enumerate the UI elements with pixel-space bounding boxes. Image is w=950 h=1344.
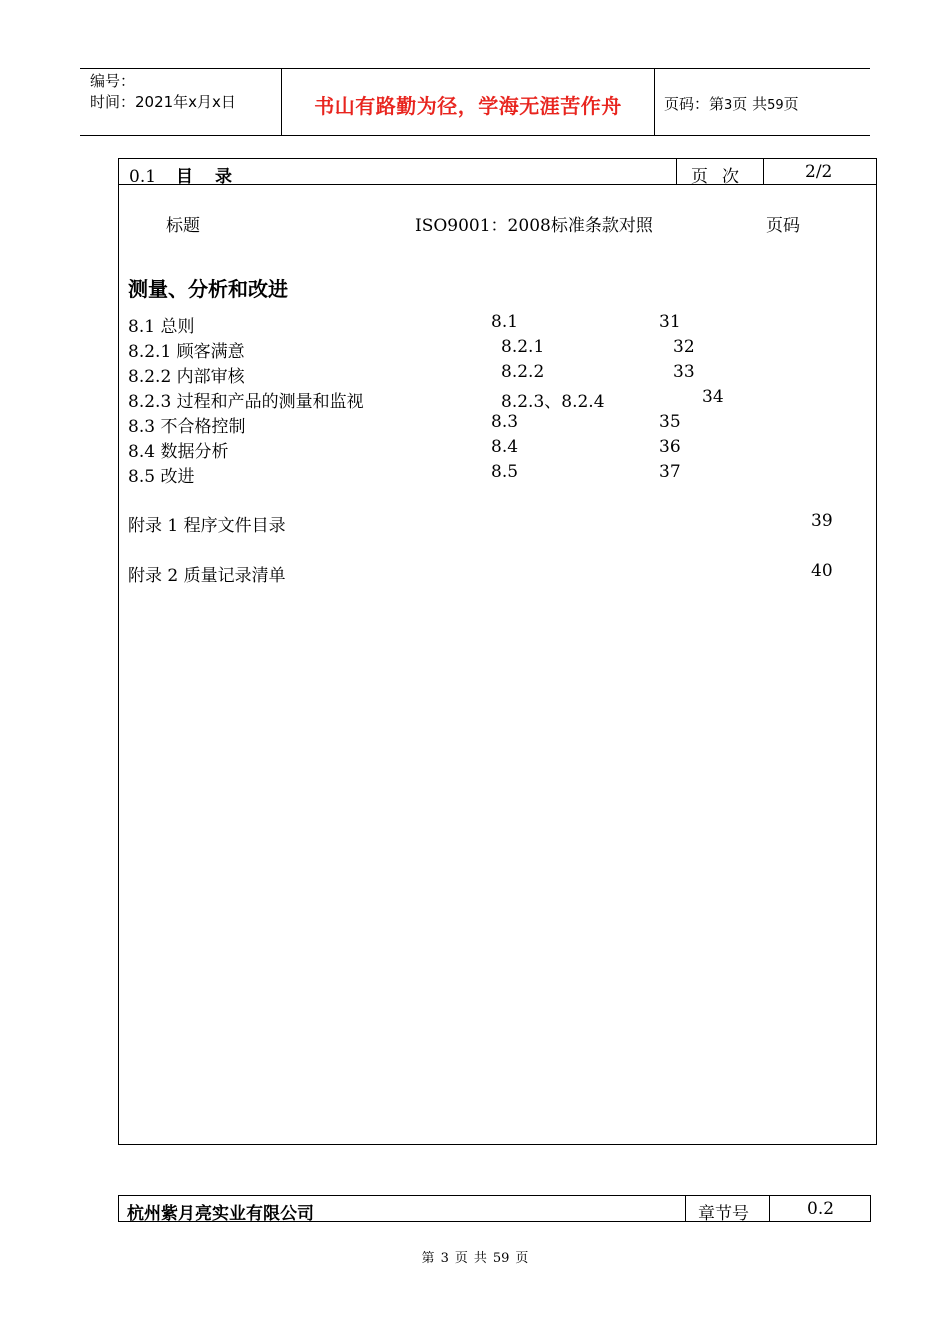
footer-total: 59	[492, 1251, 510, 1266]
divider	[685, 1196, 686, 1221]
toc-row-clause: 8.5	[491, 462, 519, 482]
toc-row-title: 8.5 改进	[128, 467, 195, 487]
toc-row-title: 8.2.3 过程和产品的测量和监视	[128, 392, 364, 412]
toc-row-page: 33	[673, 362, 695, 382]
toc-box	[118, 158, 877, 1145]
section-number: 0.1	[129, 167, 157, 187]
time-label: 时间：2021年x月x日	[90, 93, 236, 111]
page-number: 3	[724, 98, 733, 113]
chapter-label: 章节号	[698, 1204, 749, 1224]
toc-row-clause: 8.3	[491, 412, 519, 432]
page-prefix: 页码：第	[664, 95, 725, 113]
chapter-value: 0.2	[807, 1199, 835, 1219]
page-suffix: 页	[783, 95, 799, 113]
footer-page-num: 3	[440, 1251, 449, 1266]
footer-ye2: 页	[515, 1251, 529, 1266]
divider	[676, 159, 677, 184]
toc-row-title: 8.3 不合格控制	[128, 417, 246, 437]
toc-row-page: 37	[659, 462, 681, 482]
toc-row-clause: 8.1	[491, 312, 519, 332]
toc-row-clause: 8.2.3、8.2.4	[501, 392, 605, 412]
appendix-title: 附录 2 质量记录清单	[128, 566, 286, 586]
footer-ye: 页	[454, 1251, 468, 1266]
toc-row-title: 8.2.1 顾客满意	[128, 342, 245, 362]
chapter-heading: 测量、分析和改进	[128, 277, 288, 301]
toc-row-clause: 8.4	[491, 437, 519, 457]
page-col-label: 页次	[691, 167, 753, 187]
footer-table	[118, 1195, 871, 1222]
toc-title-bar	[119, 159, 876, 185]
toc-row-page: 35	[659, 412, 681, 432]
motto: 书山有路勤为径，学海无涯苦作舟	[314, 94, 622, 118]
page-col-value: 2/2	[805, 162, 833, 182]
header-page-info	[664, 93, 799, 114]
col-iso-header: ISO9001：2008标准条款对照	[415, 216, 653, 236]
toc-row-clause: 8.2.1	[501, 337, 545, 357]
header-meta	[90, 71, 236, 113]
toc-row-title: 8.1 总则	[128, 317, 195, 337]
toc-row-page: 34	[702, 387, 724, 407]
toc-row-title: 8.4 数据分析	[128, 442, 229, 462]
appendix-page: 40	[811, 561, 833, 581]
divider	[763, 159, 764, 184]
page-total: 59	[767, 98, 784, 113]
code-label: 编号：	[90, 72, 136, 90]
section-title: 目录	[176, 167, 255, 187]
page-footer	[0, 1247, 950, 1266]
footer-gong: 共	[473, 1251, 487, 1266]
toc-row-page: 31	[659, 312, 681, 332]
appendix-page: 39	[811, 511, 833, 531]
page-header	[80, 68, 870, 136]
toc-title	[129, 162, 254, 187]
col-title-header: 标题	[166, 216, 200, 236]
toc-row-clause: 8.2.2	[501, 362, 545, 382]
footer-di: 第	[421, 1251, 435, 1266]
toc-row-page: 36	[659, 437, 681, 457]
col-page-header: 页码	[766, 216, 800, 236]
divider	[654, 69, 655, 135]
appendix-title: 附录 1 程序文件目录	[128, 516, 286, 536]
divider	[769, 1196, 770, 1221]
toc-row-title: 8.2.2 内部审核	[128, 367, 245, 387]
page-mid: 页 共	[732, 95, 768, 113]
toc-row-page: 32	[673, 337, 695, 357]
company-name: 杭州紫月亮实业有限公司	[127, 1204, 314, 1224]
